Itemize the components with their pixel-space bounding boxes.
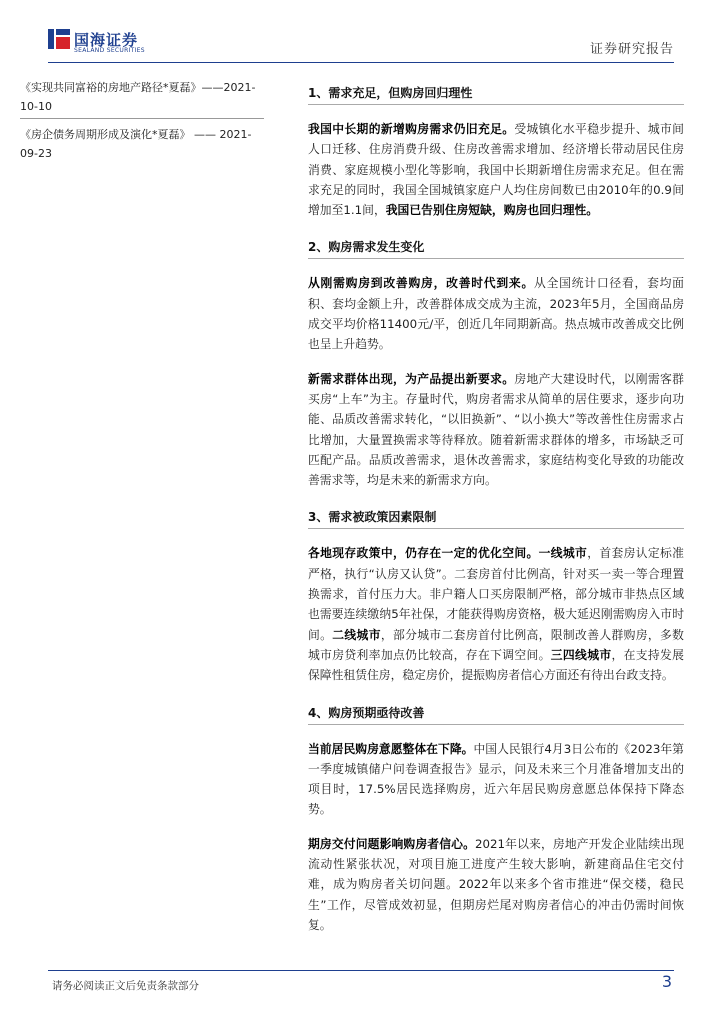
paragraph-lead: 我国中长期的新增购房需求仍旧充足。: [308, 122, 515, 136]
logo-mark-icon: [48, 29, 70, 49]
report-type-label: 证券研究报告: [589, 42, 674, 57]
related-report-title: 《实现共同富裕的房地产路径*夏磊》——2021-: [20, 81, 256, 94]
related-report-item[interactable]: [20, 78, 264, 119]
body-paragraph: [308, 543, 684, 685]
body-paragraph: [308, 273, 684, 354]
company-name-cn: 国海证券: [74, 31, 139, 49]
footer-divider: [48, 970, 674, 971]
paragraph-text: 从全国统计口径看，套均面积、套均金额上升，改善群体成交成为主流，2023年5月，全国商品房成交平均价格11400元/平，创近几年同期新高。热点城市改善成交比例也呈上升趋势。: [308, 276, 684, 352]
paragraph-text: 2021年以来，房地产开发企业陆续出现流动性紧张状况，对项目施工进度产生较大影响，新建商品住宅交付难，成为购房者关切问题。2022年以来多个省市推进“保交楼，稳民生”工作，尽管成效初显，但期房烂尾对购房者信心的冲击仍需时间恢复。: [308, 836, 684, 932]
body-paragraph: [308, 834, 684, 935]
company-name-en: SEALAND SECURITIES: [74, 47, 145, 54]
footer-disclaimer: 请务必阅读正文后免责条款部分: [52, 980, 199, 992]
city-tier-label: 二线城市: [332, 627, 381, 642]
paragraph-conclusion: 我国已告别住房短缺，购房也回归理性。: [385, 203, 599, 218]
related-report-date: 10-10: [20, 100, 52, 113]
body-paragraph: [308, 369, 684, 491]
related-report-title: 《房企债务周期形成及演化*夏磊》 —— 2021-: [20, 128, 252, 141]
page-number: 3: [661, 972, 672, 991]
body-paragraph: [308, 119, 684, 220]
paragraph-lead: 各地现存政策中，仍存在一定的优化空间。: [308, 546, 539, 561]
city-tier-label: 三四线城市: [550, 647, 612, 662]
paragraph-text: ，部分城市二套房首付比例高，限制改善人群购房，多数城市房贷利率加点仍比较高，存在下调空间。: [308, 627, 684, 662]
body-paragraph: [308, 739, 684, 820]
company-logo: [48, 29, 145, 54]
paragraph-text: 受城镇化水平稳步提升、城市间人口迁移、住房消费升级、住房改善需求增加、经济增长带动居民住房消费、家庭规模小型化等影响，我国中长期新增住房需求充足。但在需求充足的同时，我国全国城镇家庭户人均住房间数已由2010年的0.9间增加至1.1间，: [308, 122, 684, 218]
paragraph-lead: 新需求群体出现，为产品提出新要求。: [308, 371, 515, 386]
section-title: 4、购房预期亟待改善: [308, 702, 684, 725]
paragraph-text: 房地产大建设时代，以刚需客群买房“上车”为主。存量时代，购房者需求从简单的居住要求，逐步向功能、品质改善需求转化，“以旧换新”、“以小换大”等改善性住房需求占比增加，大量置换需求等待释放。随着新需求群体的增多，市场缺乏可匹配产品。品质改善需求，退休改善需求，家庭结构变化导致的功能改善需求等，均是未来的新需求方向。: [308, 371, 684, 488]
paragraph-lead: 期房交付问题影响购房者信心。: [308, 836, 476, 851]
page-header: [0, 0, 724, 70]
related-reports-sidebar: [20, 78, 264, 171]
paragraph-text: ，首套房认定标准严格，执行“认房又认贷”。二套房首付比例高，针对买一卖一等合理置换需求，首付压力大。非户籍人口买房限制严格，部分城市非热点区域也需要连续缴纳5年社保，才能获得购房资格，极大延迟刚需购房入市时间。: [308, 546, 684, 642]
related-report-date: 09-23: [20, 147, 52, 160]
section-title: 2、购房需求发生变化: [308, 236, 684, 259]
city-tier-label: 一线城市: [538, 546, 588, 561]
section-title: 1、需求充足，但购房回归理性: [308, 82, 684, 105]
section-title: 3、需求被政策因素限制: [308, 506, 684, 529]
paragraph-text: 中国人民银行4月3日公布的《2023年第一季度城镇储户问卷调查报告》显示，问及未来三个月准备增加支出的项目时，17.5%居民选择购房，近六年居民购房意愿总体保持下降态势。: [308, 741, 684, 817]
related-report-item[interactable]: [20, 125, 264, 165]
report-body: [308, 82, 684, 935]
header-divider: [48, 62, 674, 63]
paragraph-lead: 从刚需购房到改善购房，改善时代到来。: [308, 276, 535, 291]
paragraph-text: ，在支持发展保障性租赁住房，稳定房价，提振购房者信心方面还有待出台政支持。: [308, 647, 684, 683]
paragraph-lead: 当前居民购房意愿整体在下降。: [308, 741, 474, 756]
